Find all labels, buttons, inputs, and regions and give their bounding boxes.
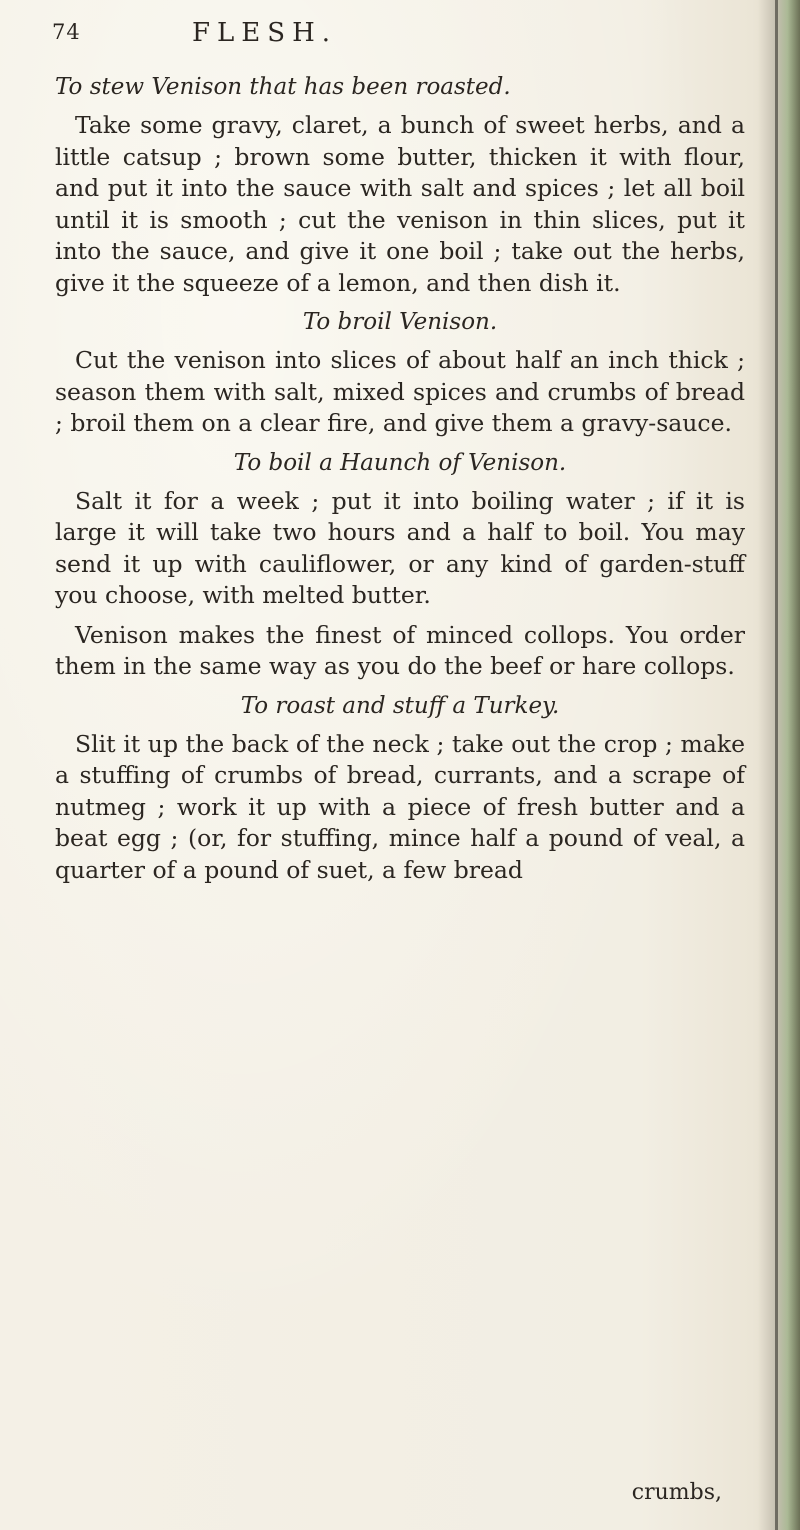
page-content (55, 72, 745, 894)
recipe-paragraph: Take some gravy, claret, a bunch of sweet herbs, and a little catsup ; brown some butter, thicken it with flour, and put it into the sauce with salt and spices ; let all boil until it is smooth ; cut the venison in thin slices, put it into the sauce, and give it one boil ; take out the herbs, give it the squeeze of a lemon, and then dish it. (55, 111, 745, 297)
page-edge-shadow (758, 0, 800, 1530)
recipe-section (55, 307, 745, 440)
binding-line (775, 0, 778, 1530)
running-head: FLESH. (192, 18, 338, 48)
recipe-paragraph: Salt it for a week ; put it into boiling water ; if it is large it will take two hours and a half to boil. You may send it up with cauliflower, or any kind of garden-stuff you choose, with melted butter. (55, 486, 745, 609)
recipe-paragraph: Venison makes the finest of minced collops. You order them in the same way as you do the beef or hare collops. (55, 620, 745, 680)
recipe-title: To broil Venison. (302, 309, 498, 335)
page-number: 74 (52, 20, 81, 44)
recipe-section (55, 72, 745, 299)
page-header (52, 14, 752, 54)
recipe-section (55, 448, 745, 683)
recipe-paragraph: Cut the venison into slices of about half an inch thick ; season them with salt, mixed spices and crumbs of bread ; broil them on a clear fire, and give them a gravy-sauce. (55, 346, 745, 437)
recipe-title: To boil a Haunch of Venison. (233, 449, 567, 476)
catchword: crumbs, (631, 1480, 722, 1505)
recipe-section (55, 691, 745, 887)
recipe-paragraph: Slit it up the back of the neck ; take out the crop ; make a stuffing of crumbs of bread, currants, and a scrape of nutmeg ; work it up with a piece of fresh butter and a beat egg ; (or, for stuffing, mince half a pound of veal, a quarter of a pound of suet, a few bread (55, 729, 745, 884)
recipe-title: To roast and stuff a Turkey. (240, 692, 560, 719)
recipe-title: To stew Venison that has been roasted. (55, 74, 511, 100)
